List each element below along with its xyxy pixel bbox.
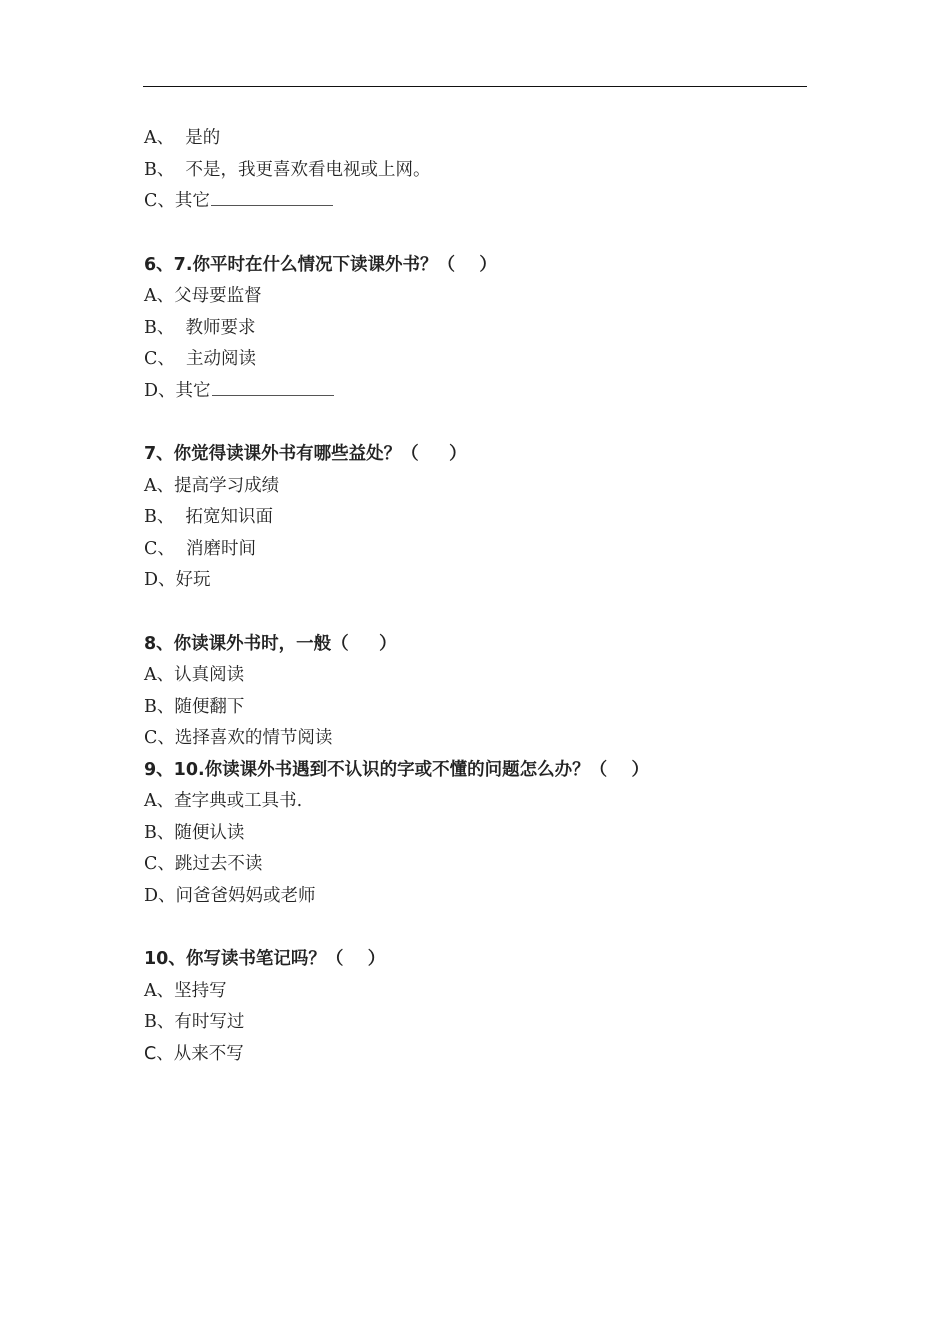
- q6-option-a: A、父母要监督: [144, 286, 262, 306]
- q7-option-d: D、好玩: [144, 570, 211, 590]
- q8-option-a: A、认真阅读: [144, 665, 245, 685]
- question-8: 8、你读课外书时，一般（ ）: [144, 634, 397, 654]
- q6-option-d-label: D、其它: [144, 381, 211, 401]
- q9-option-c: C、跳过去不读: [144, 854, 263, 874]
- q7-option-c: C、 消磨时间: [144, 539, 257, 559]
- q8-option-c: C、选择喜欢的情节阅读: [144, 728, 333, 748]
- q7-option-a: A、提高学习成绩: [144, 476, 280, 496]
- question-7: 7、你觉得读课外书有哪些益处？（ ）: [144, 444, 467, 464]
- q10-option-a: A、坚持写: [144, 981, 227, 1001]
- q6-fill-blank: [212, 381, 334, 396]
- q7-option-b: B、 拓宽知识面: [144, 507, 273, 527]
- q8-option-b: B、随便翻下: [144, 697, 245, 717]
- q6-option-b: B、 教师要求: [144, 318, 256, 338]
- q5-option-c-label: C、其它: [144, 191, 210, 211]
- q6-option-d: [144, 380, 334, 402]
- q10-option-b: B、有时写过: [144, 1012, 245, 1032]
- q9-option-b: B、随便认读: [144, 823, 245, 843]
- q10-option-c: C、从来不写: [144, 1044, 244, 1064]
- q5-option-a: A、 是的: [144, 128, 221, 148]
- q5-option-c: [144, 190, 333, 212]
- q5-fill-blank: [211, 191, 333, 206]
- question-9: 9、10.你读课外书遇到不认识的字或不懂的问题怎么办？（ ）: [144, 760, 650, 780]
- q6-option-c: C、 主动阅读: [144, 349, 257, 369]
- question-10: 10、你写读书笔记吗？（ ）: [144, 949, 386, 969]
- q9-option-d: D、问爸爸妈妈或老师: [144, 886, 316, 906]
- q5-option-b: B、 不是，我更喜欢看电视或上网。: [144, 160, 431, 180]
- q9-option-a: A、查字典或工具书.: [144, 791, 303, 811]
- header-rule: [143, 86, 807, 87]
- question-6: 6、7.你平时在什么情况下读课外书？（ ）: [144, 255, 497, 275]
